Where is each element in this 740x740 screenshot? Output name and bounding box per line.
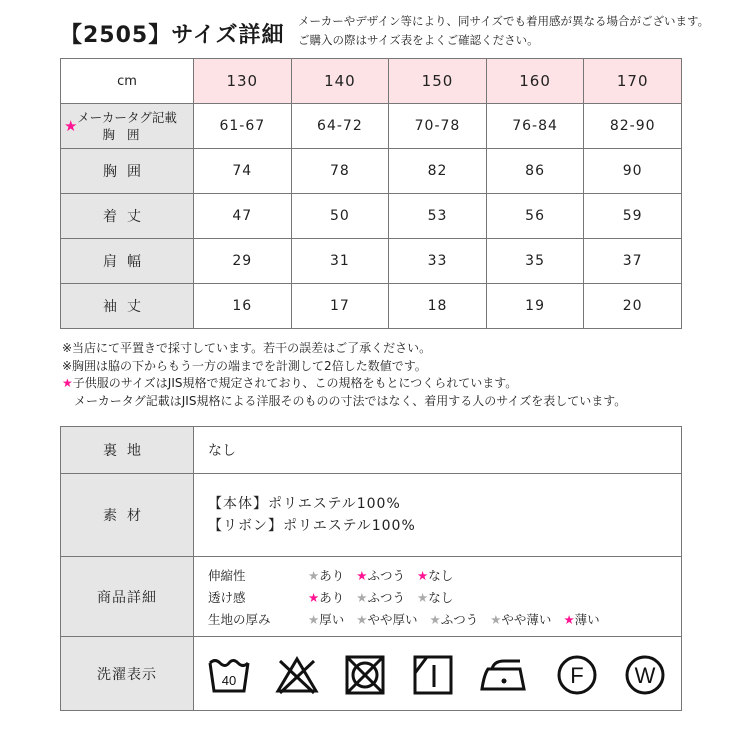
detail-row bbox=[208, 586, 681, 608]
maker-value-140: 64-72 bbox=[291, 104, 389, 149]
wash-icons bbox=[194, 651, 681, 697]
detail-option-label: やや厚い bbox=[367, 611, 418, 627]
detail-option bbox=[308, 610, 344, 628]
lining-value: なし bbox=[194, 427, 682, 474]
iron-low-icon bbox=[478, 651, 532, 697]
wet-clean-w-icon bbox=[622, 651, 668, 697]
dry-clean-f-icon bbox=[554, 651, 600, 697]
wash-label: 洗濯表示 bbox=[61, 637, 194, 711]
detail-option bbox=[356, 566, 405, 584]
dry-clean-letter: F bbox=[570, 662, 584, 688]
wash-tub-40-icon bbox=[206, 651, 252, 697]
row-label-sleeve: 袖丈 bbox=[61, 284, 194, 329]
table-row-chest bbox=[61, 149, 682, 194]
table-cell: 78 bbox=[291, 149, 389, 194]
no-tumble-dry-icon bbox=[342, 651, 388, 697]
detail-option bbox=[490, 610, 551, 628]
star-icon: ★ bbox=[64, 117, 78, 135]
detail-option bbox=[308, 588, 344, 606]
no-bleach-icon bbox=[274, 651, 320, 697]
wet-clean-letter: W bbox=[634, 662, 656, 688]
table-cell: 31 bbox=[291, 239, 389, 284]
maker-value-170: 82-90 bbox=[584, 104, 682, 149]
star-unselected-icon: ★ bbox=[356, 611, 368, 627]
detail-option-label: 厚い bbox=[319, 611, 345, 627]
table-row-shoulder bbox=[61, 239, 682, 284]
detail-option bbox=[356, 588, 405, 606]
table-cell: 86 bbox=[486, 149, 584, 194]
size-disclaimer bbox=[298, 12, 709, 50]
detail-option-label: なし bbox=[428, 589, 454, 605]
row-label-shoulder: 肩幅 bbox=[61, 239, 194, 284]
detail-option-label: 薄い bbox=[574, 611, 600, 627]
detail-option bbox=[429, 610, 478, 628]
disclaimer-line-2: ご購入の際はサイズ表をよくご確認ください。 bbox=[298, 33, 539, 47]
product-info-table bbox=[60, 426, 682, 711]
material-row bbox=[61, 474, 682, 557]
row-label-length: 着丈 bbox=[61, 194, 194, 239]
table-cell: 56 bbox=[486, 194, 584, 239]
table-cell: 35 bbox=[486, 239, 584, 284]
lining-row bbox=[61, 427, 682, 474]
table-cell: 90 bbox=[584, 149, 682, 194]
maker-value-130: 61-67 bbox=[194, 104, 292, 149]
detail-option-label: なし bbox=[428, 567, 454, 583]
detail-option-label: やや薄い bbox=[501, 611, 552, 627]
star-selected-icon: ★ bbox=[416, 567, 429, 583]
table-cell: 17 bbox=[291, 284, 389, 329]
material-line-body: 【本体】ポリエステル100% bbox=[208, 496, 401, 512]
detail-option-label: あり bbox=[319, 567, 345, 583]
table-cell: 33 bbox=[389, 239, 487, 284]
star-selected-icon: ★ bbox=[563, 611, 575, 627]
details-list bbox=[208, 564, 681, 630]
material-value bbox=[194, 474, 682, 557]
detail-name: 透け感 bbox=[208, 589, 246, 605]
material-line-ribbon: 【リボン】ポリエステル100% bbox=[208, 518, 416, 534]
detail-option bbox=[417, 566, 453, 584]
detail-option bbox=[563, 610, 599, 628]
maker-value-150: 70-78 bbox=[389, 104, 487, 149]
star-selected-icon: ★ bbox=[356, 567, 368, 583]
note-3: ★子供服のサイズはJIS規格で規定されており、この規格をもとにつくられています。 bbox=[62, 376, 518, 390]
star-unselected-icon: ★ bbox=[429, 611, 441, 627]
maker-value-160: 76-84 bbox=[486, 104, 584, 149]
detail-option-label: ふつう bbox=[367, 567, 405, 583]
detail-row bbox=[208, 608, 681, 630]
detail-option bbox=[356, 610, 417, 628]
star-unselected-icon: ★ bbox=[356, 589, 368, 605]
table-row-length bbox=[61, 194, 682, 239]
material-label: 素材 bbox=[61, 474, 194, 557]
wash-row bbox=[61, 637, 682, 711]
size-header-130: 130 bbox=[194, 59, 292, 104]
drip-dry-shade-icon bbox=[410, 651, 456, 697]
table-cell: 53 bbox=[389, 194, 487, 239]
detail-option bbox=[417, 588, 453, 606]
star-unselected-icon: ★ bbox=[308, 567, 320, 583]
measurement-notes bbox=[62, 340, 626, 410]
star-unselected-icon: ★ bbox=[416, 589, 429, 605]
details-label: 商品詳細 bbox=[61, 557, 194, 637]
table-cell: 18 bbox=[389, 284, 487, 329]
table-cell: 29 bbox=[194, 239, 292, 284]
size-table bbox=[60, 58, 682, 329]
page-title: 【2505】サイズ詳細 bbox=[60, 23, 285, 48]
table-row-sleeve bbox=[61, 284, 682, 329]
size-header-150: 150 bbox=[389, 59, 487, 104]
size-header-row bbox=[61, 59, 682, 104]
detail-option-label: あり bbox=[319, 589, 345, 605]
wash-icons-cell bbox=[194, 637, 682, 711]
table-cell: 82 bbox=[389, 149, 487, 194]
note-1: ※当店にて平置きで採寸しています。若干の誤差はご了承ください。 bbox=[62, 341, 432, 355]
maker-tag-label-line1: メーカータグ記載 bbox=[77, 110, 177, 125]
maker-tag-label bbox=[61, 104, 194, 149]
details-row bbox=[61, 557, 682, 637]
maker-tag-label-line2: 胸囲 bbox=[102, 127, 152, 142]
table-cell: 16 bbox=[194, 284, 292, 329]
detail-option-label: ふつう bbox=[440, 611, 479, 627]
wash-temp-label: 40 bbox=[221, 672, 237, 688]
details-value bbox=[194, 557, 682, 637]
table-cell: 50 bbox=[291, 194, 389, 239]
detail-option bbox=[308, 566, 344, 584]
detail-name: 生地の厚み bbox=[208, 611, 271, 627]
detail-option-label: ふつう bbox=[367, 589, 405, 605]
note-2: ※胸囲は脇の下からもう一方の端までを計測して2倍した数値です。 bbox=[62, 358, 427, 373]
table-cell: 37 bbox=[584, 239, 682, 284]
star-selected-icon: ★ bbox=[308, 589, 320, 605]
lining-label: 裏地 bbox=[61, 427, 194, 474]
size-header-160: 160 bbox=[486, 59, 584, 104]
detail-name: 伸縮性 bbox=[208, 567, 246, 583]
detail-row bbox=[208, 564, 681, 586]
table-cell: 47 bbox=[194, 194, 292, 239]
maker-tag-row bbox=[61, 104, 682, 149]
star-icon: ★ bbox=[62, 376, 73, 390]
size-header-170: 170 bbox=[584, 59, 682, 104]
row-label-chest: 胸囲 bbox=[61, 149, 194, 194]
table-cell: 19 bbox=[486, 284, 584, 329]
unit-cell: cm bbox=[61, 59, 194, 104]
star-unselected-icon: ★ bbox=[308, 611, 320, 627]
star-unselected-icon: ★ bbox=[490, 611, 502, 627]
table-cell: 74 bbox=[194, 149, 292, 194]
table-cell: 20 bbox=[584, 284, 682, 329]
disclaimer-line-1: メーカーやデザイン等により、同サイズでも着用感が異なる場合がございます。 bbox=[298, 14, 710, 28]
size-header-140: 140 bbox=[291, 59, 389, 104]
table-cell: 59 bbox=[584, 194, 682, 239]
note-4: メーカータグ記載はJIS規格による洋服そのものの寸法ではなく、着用する人のサイズを表しています。 bbox=[74, 393, 627, 408]
